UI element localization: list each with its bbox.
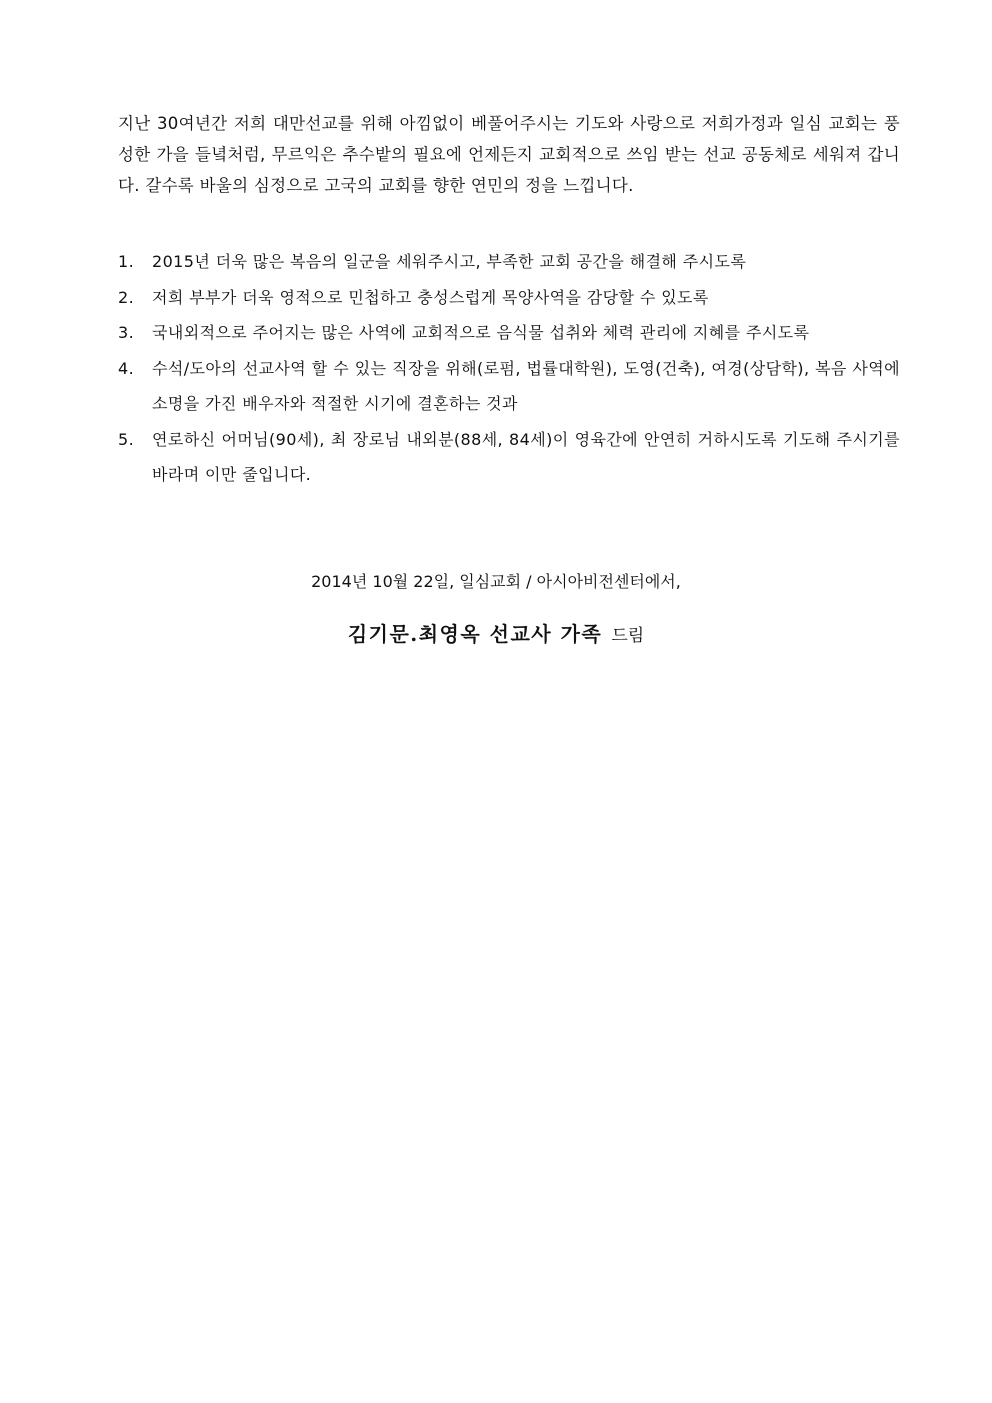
prayer-item-number: 3. <box>118 323 135 342</box>
signature-names: 김기문.최영옥 선교사 가족 <box>347 622 603 646</box>
signature-line <box>0 618 992 652</box>
date-line: 2014년 10월 22일, 일심교회 / 아시아비전센터에서, <box>311 572 681 591</box>
prayer-item-text: 연로하신 어머님(90세), 최 장로님 내외분(88세, 84세)이 영육간에 안연히 거하시도록 기도해 주시기를 바라며 이만 줄입니다. <box>152 429 900 484</box>
prayer-item-1 <box>118 244 900 280</box>
prayer-item-4 <box>118 351 900 422</box>
intro-paragraph: 지난 30여년간 저희 대만선교를 위해 아낌없이 베풀어주시는 기도와 사랑으로 저희가정과 일심 교회는 풍성한 가을 들녘처럼, 무르익은 추수밭의 필요에 언제든지 교회적으로 쓰임 받는 선교 공동체로 세워져 갑니다. 갈수록 바울의 심정으로 고국의 교회를 향한 연민의 정을 느낍니다. <box>118 114 900 195</box>
prayer-item-number: 4. <box>118 358 135 378</box>
prayer-item-2 <box>118 280 900 316</box>
prayer-item-5 <box>118 422 900 493</box>
prayer-item-number: 2. <box>118 287 135 307</box>
signature-suffix: 드림 <box>611 626 645 646</box>
prayer-item-number: 1. <box>118 252 135 271</box>
prayer-item-number: 5. <box>118 429 135 449</box>
prayer-item-text: 수석/도아의 선교사역 할 수 있는 직장을 위해(로펌, 법률대학원), 도영(건축), 여경(상담학), 복음 사역에 소명을 가진 배우자와 적절한 시기에 결혼하는 것과 <box>152 358 900 413</box>
prayer-item-text: 국내외적으로 주어지는 많은 사역에 교회적으로 음식물 섭취와 체력 관리에 지혜를 주시도록 <box>152 323 810 342</box>
prayer-item-text: 저희 부부가 더욱 영적으로 민첩하고 충성스럽게 목양사역을 감당할 수 있도록 <box>152 287 709 307</box>
prayer-item-text: 2015년 더욱 많은 복음의 일군을 세워주시고, 부족한 교회 공간을 해결해 주시도록 <box>152 252 747 271</box>
prayer-item-3 <box>118 315 900 351</box>
prayer-list <box>118 244 900 493</box>
